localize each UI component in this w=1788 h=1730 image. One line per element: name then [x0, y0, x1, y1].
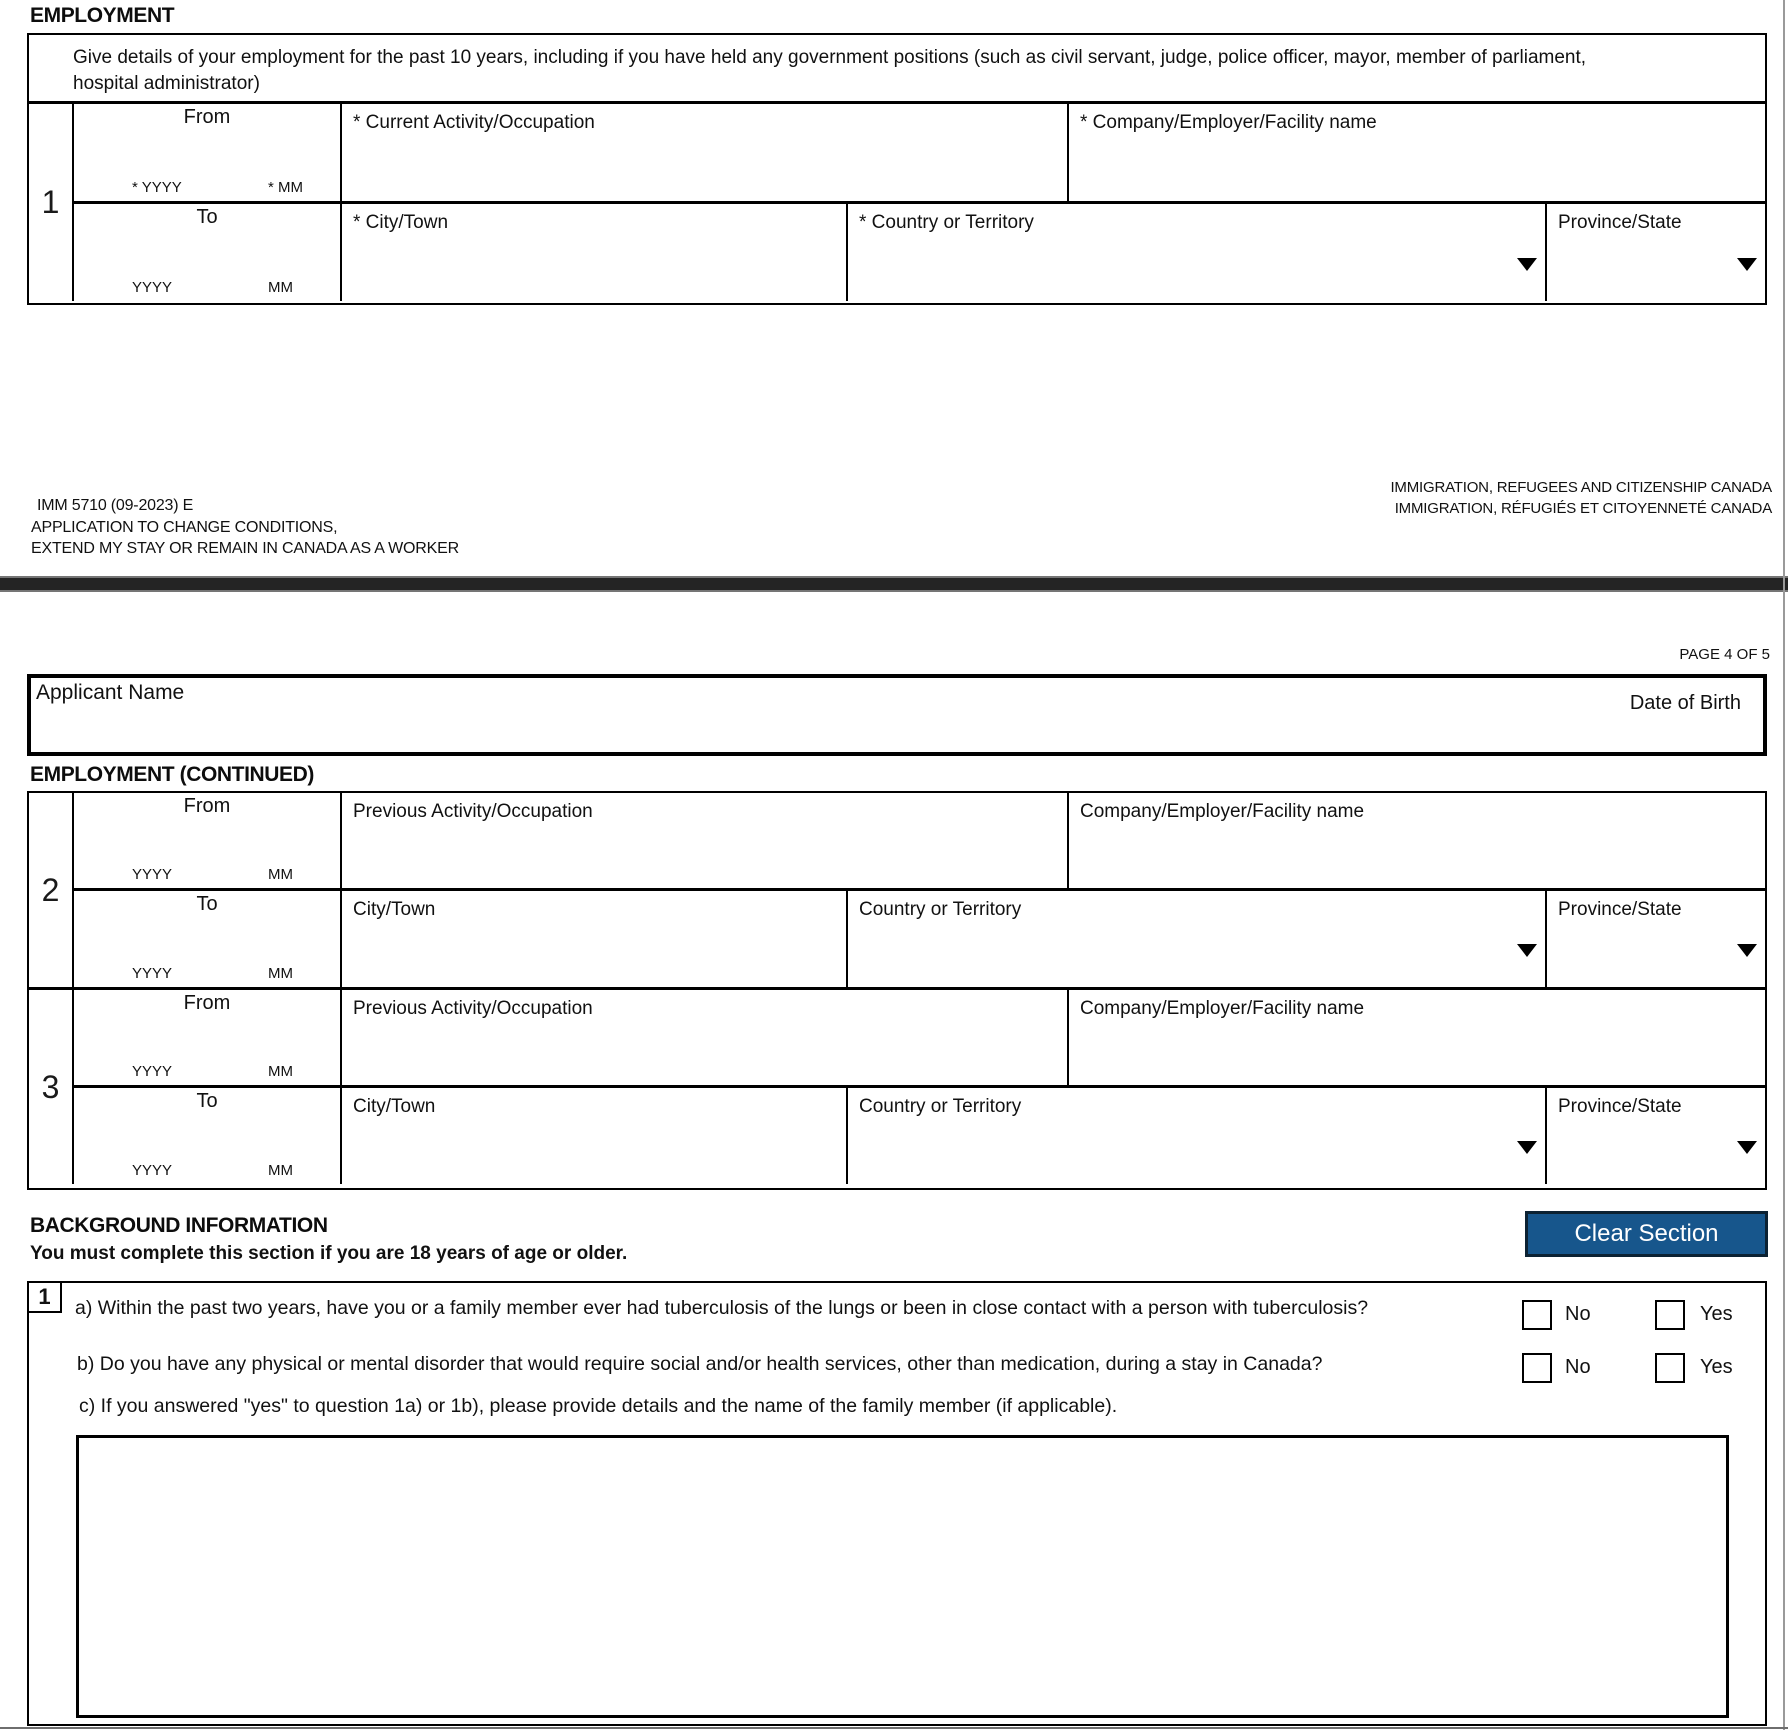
- question-a-yes-label: Yes: [1700, 1303, 1733, 1325]
- employment-section-title: EMPLOYMENT: [30, 4, 175, 27]
- city-town-field[interactable]: [342, 204, 848, 301]
- from-mm-label: MM: [268, 1063, 293, 1080]
- clear-section-button[interactable]: [1525, 1211, 1768, 1257]
- employment-entry-2: [29, 793, 1765, 987]
- date-of-birth-field[interactable]: [1543, 716, 1763, 750]
- company-employer-field[interactable]: [1069, 990, 1765, 1085]
- question-number-badge: 1: [27, 1281, 62, 1313]
- employment-entry-1: [29, 104, 1765, 301]
- employment-table: [27, 33, 1767, 305]
- clear-section-label: Clear Section: [1574, 1220, 1719, 1247]
- company-employer-label: Company/Employer/Facility name: [1080, 801, 1365, 822]
- agency-name-fr: IMMIGRATION, RÉFUGIÉS ET CITOYENNETÉ CANADA: [1394, 500, 1772, 517]
- previous-activity-field[interactable]: [342, 793, 1069, 888]
- current-activity-label: * Current Activity/Occupation: [353, 112, 595, 133]
- to-date-field[interactable]: [74, 891, 342, 987]
- country-territory-label: * Country or Territory: [859, 212, 1034, 233]
- form-title-line2: EXTEND MY STAY OR REMAIN IN CANADA AS A WORKER: [31, 540, 459, 557]
- province-state-label: Province/State: [1558, 899, 1682, 920]
- company-employer-label: Company/Employer/Facility name: [1080, 998, 1365, 1019]
- employment-instructions-line2: hospital administrator): [73, 73, 260, 94]
- question-a-yes-checkbox[interactable]: [1655, 1300, 1685, 1330]
- from-date-field[interactable]: [74, 793, 342, 888]
- from-yyyy-label: YYYY: [132, 1063, 173, 1080]
- from-label: From: [183, 795, 231, 817]
- page-edge-right: [1783, 0, 1785, 1730]
- to-label: To: [196, 1090, 218, 1112]
- question-a-no-checkbox[interactable]: [1522, 1300, 1552, 1330]
- applicant-header-box: [27, 674, 1767, 756]
- city-town-field[interactable]: [342, 891, 848, 987]
- question-c-text: c) If you answered "yes" to question 1a) or 1b), please provide details and the name of the family member (if applicable).: [79, 1395, 1118, 1417]
- question-b-no-label: No: [1565, 1356, 1591, 1378]
- country-territory-label: Country or Territory: [859, 899, 1022, 920]
- previous-activity-label: Previous Activity/Occupation: [353, 998, 593, 1019]
- country-territory-select[interactable]: [848, 204, 1547, 301]
- city-town-label: * City/Town: [353, 212, 449, 233]
- country-territory-select[interactable]: [848, 1088, 1547, 1184]
- to-mm-label: MM: [268, 965, 293, 982]
- company-employer-label: * Company/Employer/Facility name: [1080, 112, 1377, 133]
- chevron-down-icon[interactable]: [1517, 1141, 1537, 1154]
- applicant-name-label: Applicant Name: [36, 681, 185, 704]
- agency-footer: [1390, 477, 1772, 519]
- question-b-no-checkbox[interactable]: [1522, 1353, 1552, 1383]
- form-footer: [31, 495, 459, 560]
- date-of-birth-label: Date of Birth: [1629, 692, 1741, 714]
- from-date-field[interactable]: [74, 104, 342, 201]
- page-edge-bottom: [0, 1727, 1788, 1729]
- province-state-select[interactable]: [1547, 1088, 1765, 1184]
- employment-entry-3: [29, 987, 1765, 1184]
- question-b-yes-checkbox[interactable]: [1655, 1353, 1685, 1383]
- from-yyyy-label: YYYY: [132, 866, 173, 883]
- province-state-select[interactable]: [1547, 204, 1765, 301]
- to-mm-label: MM: [268, 1162, 293, 1179]
- from-label: From: [183, 106, 231, 128]
- chevron-down-icon[interactable]: [1737, 944, 1757, 957]
- background-note: You must complete this section if you are 18 years of age or older.: [30, 1243, 628, 1264]
- chevron-down-icon[interactable]: [1517, 258, 1537, 271]
- city-town-field[interactable]: [342, 1088, 848, 1184]
- chevron-down-icon[interactable]: [1517, 944, 1537, 957]
- employment-continued-table: [27, 791, 1767, 1190]
- province-state-select[interactable]: [1547, 891, 1765, 987]
- from-mm-label: * MM: [268, 179, 303, 196]
- entry-number: 1: [29, 104, 74, 301]
- previous-activity-field[interactable]: [342, 990, 1069, 1085]
- to-mm-label: MM: [268, 279, 293, 296]
- from-label: From: [183, 992, 231, 1014]
- to-date-field[interactable]: [74, 1088, 342, 1184]
- from-date-field[interactable]: [74, 990, 342, 1085]
- company-employer-field[interactable]: [1069, 793, 1765, 888]
- previous-activity-label: Previous Activity/Occupation: [353, 801, 593, 822]
- company-employer-field[interactable]: [1069, 104, 1765, 201]
- city-town-label: City/Town: [353, 1096, 436, 1117]
- applicant-name-field[interactable]: [31, 708, 1343, 748]
- employment-instructions: [29, 35, 1765, 104]
- employment-instructions-line1: Give details of your employment for the past 10 years, including if you have held any government positions (such as civil servant, judge, police officer, mayor, member of parliament,: [73, 47, 1587, 68]
- agency-name-en: IMMIGRATION, REFUGEES AND CITIZENSHIP CANADA: [1390, 479, 1772, 496]
- chevron-down-icon[interactable]: [1737, 1141, 1757, 1154]
- to-label: To: [196, 206, 218, 228]
- page-indicator: PAGE 4 OF 5: [1679, 646, 1770, 663]
- page-separator-bar: [0, 576, 1788, 592]
- entry-number: 2: [29, 793, 74, 987]
- question-a-no-label: No: [1565, 1303, 1591, 1325]
- question-a-text: a) Within the past two years, have you or a family member ever had tuberculosis of the lungs or been in close contact with a person with tuberculosis?: [75, 1297, 1369, 1319]
- background-information-title: BACKGROUND INFORMATION: [30, 1214, 328, 1237]
- to-yyyy-label: YYYY: [132, 1162, 173, 1179]
- question-b-yes-label: Yes: [1700, 1356, 1733, 1378]
- province-state-label: Province/State: [1558, 1096, 1682, 1117]
- form-title-line1: APPLICATION TO CHANGE CONDITIONS,: [31, 518, 338, 536]
- question-b-text: b) Do you have any physical or mental disorder that would require social and/or health services, other than medication, during a stay in Canada?: [77, 1353, 1323, 1375]
- form-number: IMM 5710 (09-2023) E: [37, 497, 194, 514]
- entry-number: 3: [29, 990, 74, 1184]
- country-territory-select[interactable]: [848, 891, 1547, 987]
- to-yyyy-label: YYYY: [132, 965, 173, 982]
- background-question-box: [27, 1281, 1767, 1726]
- province-state-label: Province/State: [1558, 212, 1682, 233]
- country-territory-label: Country or Territory: [859, 1096, 1022, 1117]
- to-label: To: [196, 893, 218, 915]
- to-date-field[interactable]: [74, 204, 342, 301]
- city-town-label: City/Town: [353, 899, 436, 920]
- employment-continued-title: EMPLOYMENT (CONTINUED): [30, 763, 315, 786]
- details-textarea[interactable]: [76, 1435, 1729, 1718]
- from-yyyy-label: * YYYY: [132, 179, 182, 196]
- from-mm-label: MM: [268, 866, 293, 883]
- to-yyyy-label: YYYY: [132, 279, 173, 296]
- current-activity-field[interactable]: [342, 104, 1069, 201]
- chevron-down-icon[interactable]: [1737, 258, 1757, 271]
